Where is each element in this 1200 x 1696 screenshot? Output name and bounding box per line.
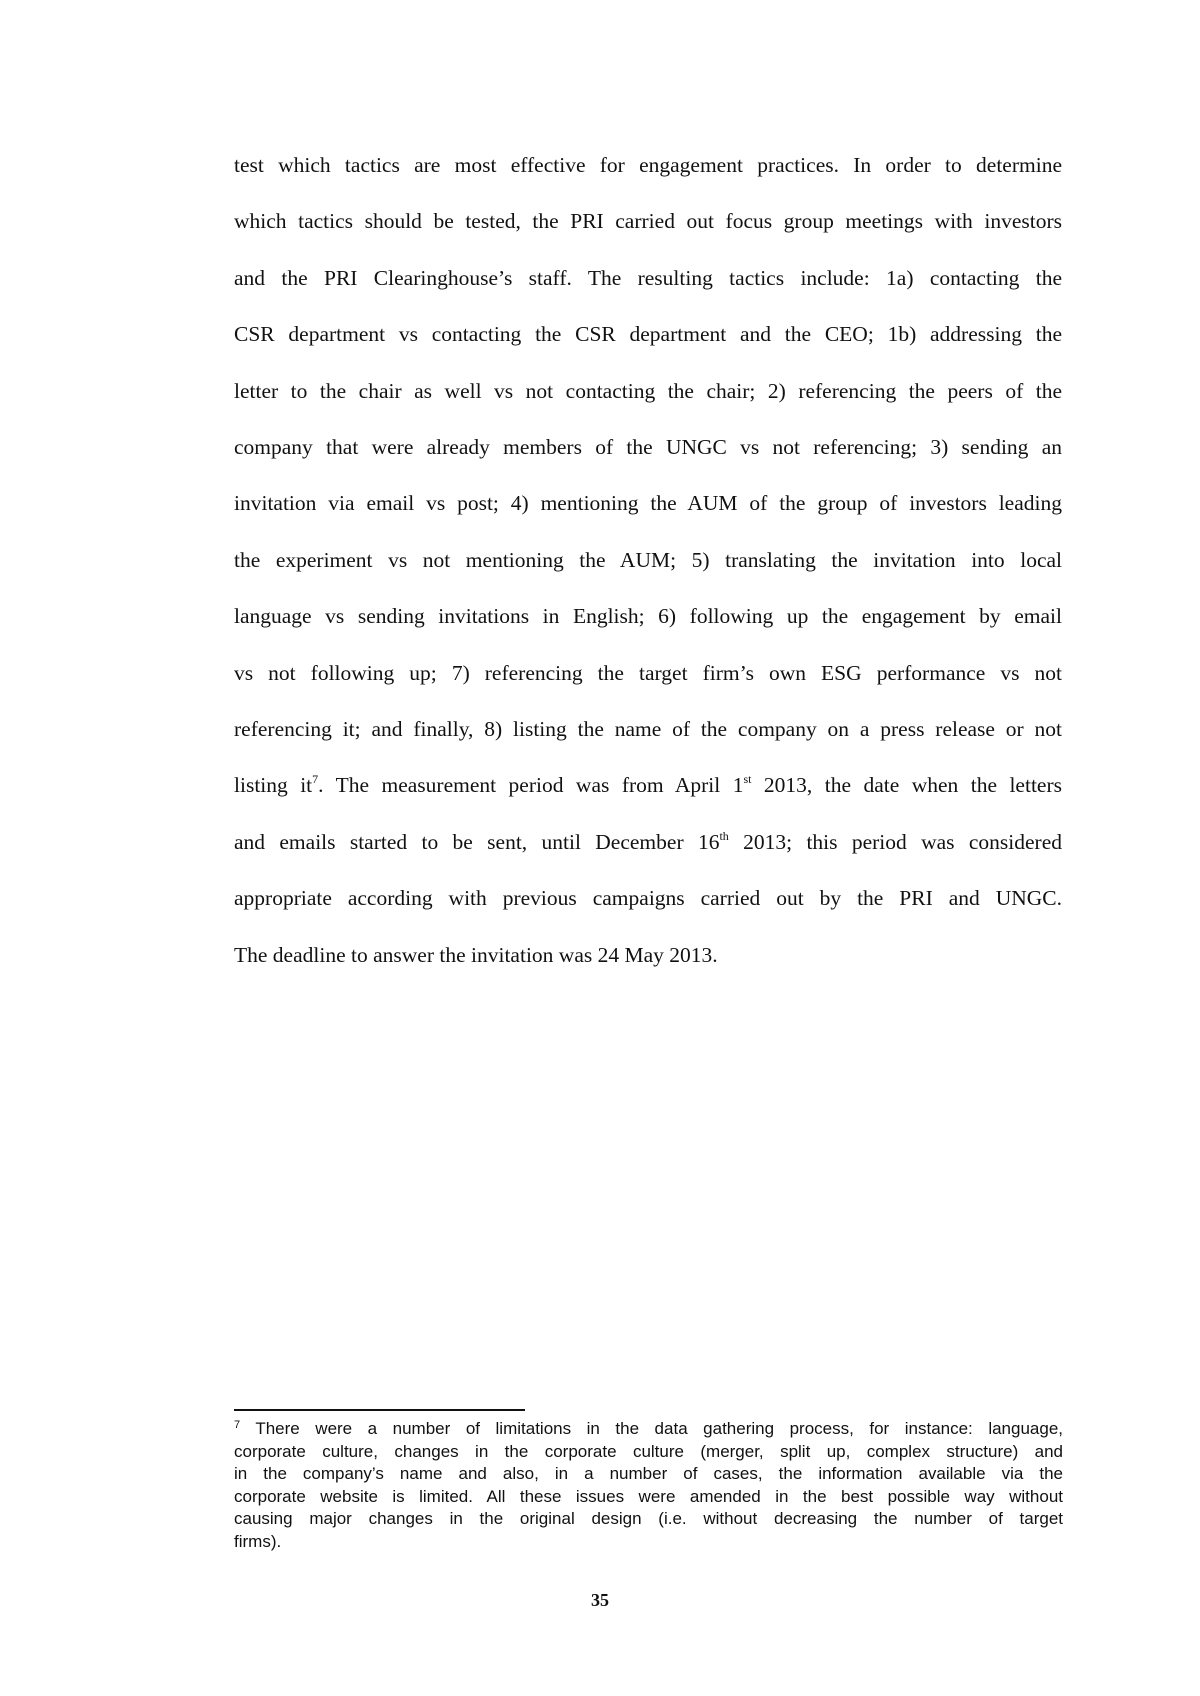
paragraph-line: and the PRI Clearinghouse’s staff. The resulting tactics include: 1a) contacting the [234,265,1062,290]
paragraph-line [234,814,1062,870]
paragraph-line: the experiment vs not mentioning the AUM; 5) translating the invitation into local [234,547,1062,572]
line-text: and emails started to be sent, until December 16 [234,829,720,854]
line-text: listing it [234,773,313,798]
paragraph-line: letter to the chair as well vs not contacting the chair; 2) referencing the peers of the [234,378,1062,403]
footnote [234,1418,1063,1553]
paragraph-line: vs not following up; 7) referencing the target firm’s own ESG performance vs not [234,660,1062,685]
line-text: 2013, the date when the letters [751,773,1062,798]
paragraph-line: company that were already members of the UNGC vs not referencing; 3) sending an [234,435,1062,460]
footnote-line: corporate culture, changes in the corporate culture (merger, split up, complex structure) and [234,1441,1063,1461]
paragraph-line: appropriate according with previous campaigns carried out by the PRI and UNGC. [234,886,1062,911]
footnote-line [234,1418,1063,1441]
paragraph-line: language vs sending invitations in English; 6) following up the engagement by email [234,604,1062,629]
footnote-reference: 7 [312,772,319,787]
paragraph-line: CSR department vs contacting the CSR department and the CEO; 1b) addressing the [234,322,1062,347]
ordinal-suffix: st [743,772,752,787]
paragraph-line: referencing it; and finally, 8) listing the name of the company on a press release or not [234,717,1062,742]
line-text: 2013; this period was considered [728,829,1063,854]
footnote-text: There were a number of limitations in the data gathering process, for instance: language, [240,1419,1063,1438]
footnote-line: firms). [234,1531,282,1551]
footnote-line: causing major changes in the original design (i.e. without decreasing the number of target [234,1509,1063,1528]
paragraph-line: which tactics should be tested, the PRI carried out focus group meetings with investors [234,209,1062,234]
paragraph-line: invitation via email vs post; 4) mentioning the AUM of the group of investors leading [234,491,1062,516]
ordinal-suffix: th [719,828,729,843]
footnote-separator [234,1409,525,1411]
paragraph-line-with-footnote-ref [234,757,1062,813]
line-text: . The measurement period was from April 1 [318,773,744,798]
paragraph-line: test which tactics are most effective for engagement practices. In order to determine [234,153,1062,177]
body-paragraph [234,137,1062,983]
footnote-line: corporate website is limited. All these issues were amended in the best possible way without [234,1486,1063,1506]
paragraph-line: The deadline to answer the invitation was 24 May 2013. [234,942,718,967]
footnote-line: in the company’s name and also, in a number of cases, the information available via the [234,1464,1063,1483]
footnote-marker: 7 [234,1419,241,1431]
page-number: 35 [591,1590,609,1610]
